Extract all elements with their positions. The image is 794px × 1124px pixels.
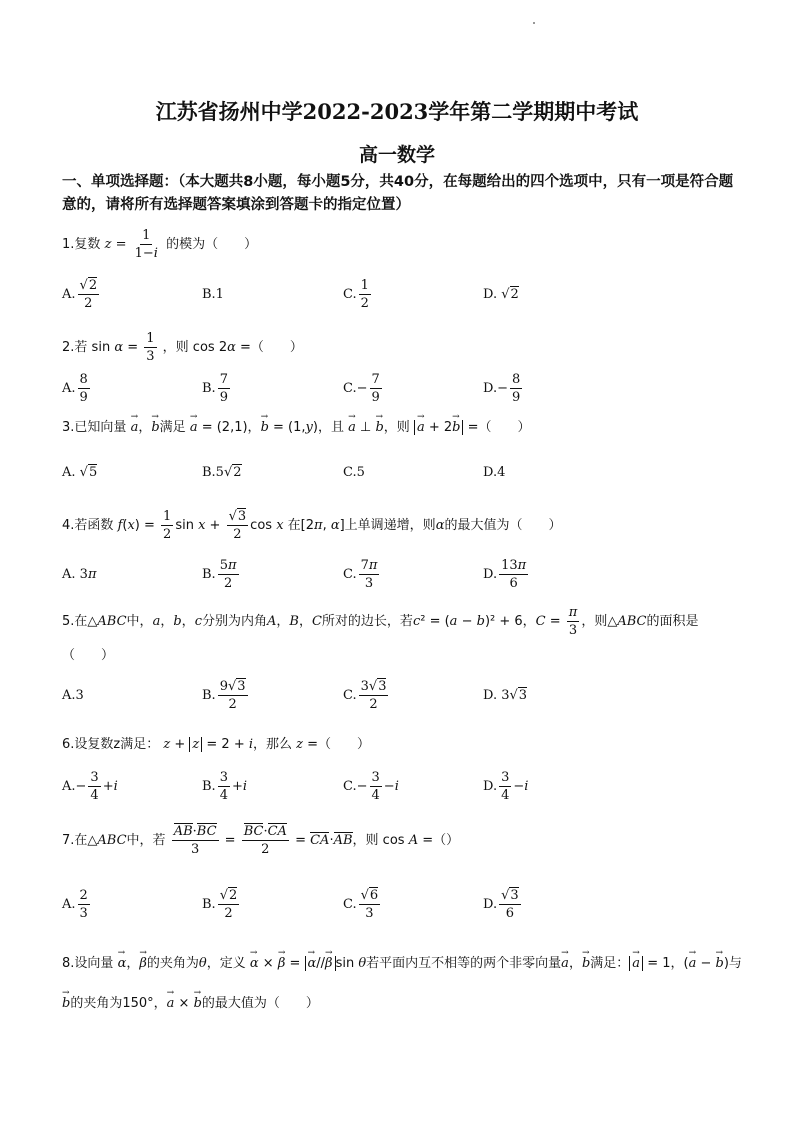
question-prefix: 若函数 [74,518,114,533]
question-prefix: 设向量 [74,956,114,971]
question-6: 6.设复数z满足： z + z = 2 + i，那么 z =（ ） [62,737,371,752]
question-number: 1. [62,237,75,252]
option-a[interactable]: A. $\frac{8}{9}$ [62,371,88,405]
options-7 [62,882,742,926]
option-b[interactable]: B. $\frac{3}{4}$ + i [202,769,248,803]
question-number: 3. [62,420,75,435]
question-prefix: 设复数z满足： [74,737,160,752]
fraction: $\frac{1}{3}$ [146,331,155,364]
option-d[interactable]: D. $\frac{13\pi}{6}$ [483,557,527,591]
option-b[interactable]: B. $\frac{9√3}{2}$ [202,678,246,712]
option-a[interactable]: A. 3 π [62,566,97,582]
option-a[interactable]: A. $\frac{√2}{2}$ [62,277,98,311]
options-3 [62,450,742,494]
question-8: 8.设向量 → α，→ β的夹角为θ，定义 → α × → β = → α//→ β sin θ若平面内互不相等的两个非零向量→ a，→ b满足：→ a = 1，(→ a − → b)与→ b的夹角为150°，→ a × → b的最大值为（ ） [62,944,742,1024]
question-prefix: 已知向量 [74,420,127,435]
option-c[interactable]: C. $\frac{1}{2}$ [343,277,369,311]
option-b[interactable]: B.1 [202,286,224,302]
option-c[interactable]: C. $\frac{3√3}{2}$ [343,678,387,712]
question-2: 2.若 sin α = $\frac{1}{3}$ ，则 cos 2α =（ ） [62,331,303,364]
question-suffix: 的模为（ ） [166,237,258,252]
option-d[interactable]: D. 3√ 3 [483,687,528,703]
option-b[interactable]: B. $\frac{7}{9}$ [202,371,228,405]
option-d[interactable]: D. $\frac{3}{4}$ − i [483,769,529,803]
option-c[interactable]: C. $\frac{7\pi}{3}$ [343,557,378,591]
option-c[interactable]: C.− $\frac{7}{9}$ [343,371,380,405]
question-math: z [104,237,112,252]
question-5: 5.在△ABC中，a，b，c分别为内角A，B，C所对的边长，若c² = (a − b)² + 6，C = $\frac{\pi}{3}$ ，则△ABC的面积是（ ） [62,605,699,663]
question-1: 1.复数 z = $\frac{1}{1-i}$ 的模为（ ） [62,228,258,261]
question-number: 8. [62,956,75,971]
question-number: 5. [62,614,75,629]
scan-speck [533,22,535,24]
option-d[interactable]: D. $\frac{√3}{6}$ [483,887,519,921]
question-number: 6. [62,737,75,752]
option-c[interactable]: C.− $\frac{3}{4}$ − i [343,769,399,803]
question-7: 7.在△ABC中，若 $\frac{AB\cdot BC}{3}$ = $\frac{BC\cdot CA}{2}$ = CA·AB，则 cos A =（） [62,824,460,857]
options-6 [62,764,742,808]
exam-subtitle: 高一数学 [358,144,435,166]
option-d[interactable]: D. √ 2 [483,286,519,302]
question-4: 4.若函数 f(x) = $\frac{1}{2}$ sin x + $\frac{√3}{2}$ cos x 在[2π, α]上单调递增，则α的最大值为（ ） [62,509,562,542]
question-number: 2. [62,340,75,355]
question-prefix: 若 [74,340,88,355]
option-c[interactable]: C.5 [343,464,365,480]
option-d[interactable]: D.4 [483,464,506,480]
option-a[interactable]: A. √ 5 [62,464,98,480]
options-5 [62,673,742,717]
option-c[interactable]: C. $\frac{√6}{3}$ [343,887,379,921]
question-number: 7. [62,833,75,848]
option-a[interactable]: A.3 [62,687,84,703]
options-4 [62,552,742,596]
options-2 [62,366,742,410]
option-b[interactable]: B.5√ 2 [202,464,242,480]
question-number: 4. [62,518,75,533]
option-b[interactable]: B. $\frac{√2}{2}$ [202,887,238,921]
option-b[interactable]: B. $\frac{5\pi}{2}$ [202,557,237,591]
option-a[interactable]: A. $\frac{2}{3}$ [62,887,88,921]
section-heading: 一、单项选择题：（本大题共8小题，每小题5分，共40分，在每题给出的四个选项中，只有一项是符合题意的，请将所有选择题答案填涂到答题卡的指定位置） [62,174,734,213]
options-1 [62,272,742,316]
exam-title: 江苏省扬州中学2022-2023学年第二学期期中考试 [155,99,639,124]
question-3: 3.已知向量 → a，→ b满足 → a = (2,1)，→ b = (1,y)，且 → a ⊥ → b，则 → a + 2→ b =（ ） [62,418,742,438]
question-prefix: 复数 [74,237,101,252]
option-a[interactable]: A.− $\frac{3}{4}$ + i [62,769,118,803]
fraction: $\frac{1}{1-i}$ [134,228,158,261]
option-d[interactable]: D.− $\frac{8}{9}$ [483,371,521,405]
